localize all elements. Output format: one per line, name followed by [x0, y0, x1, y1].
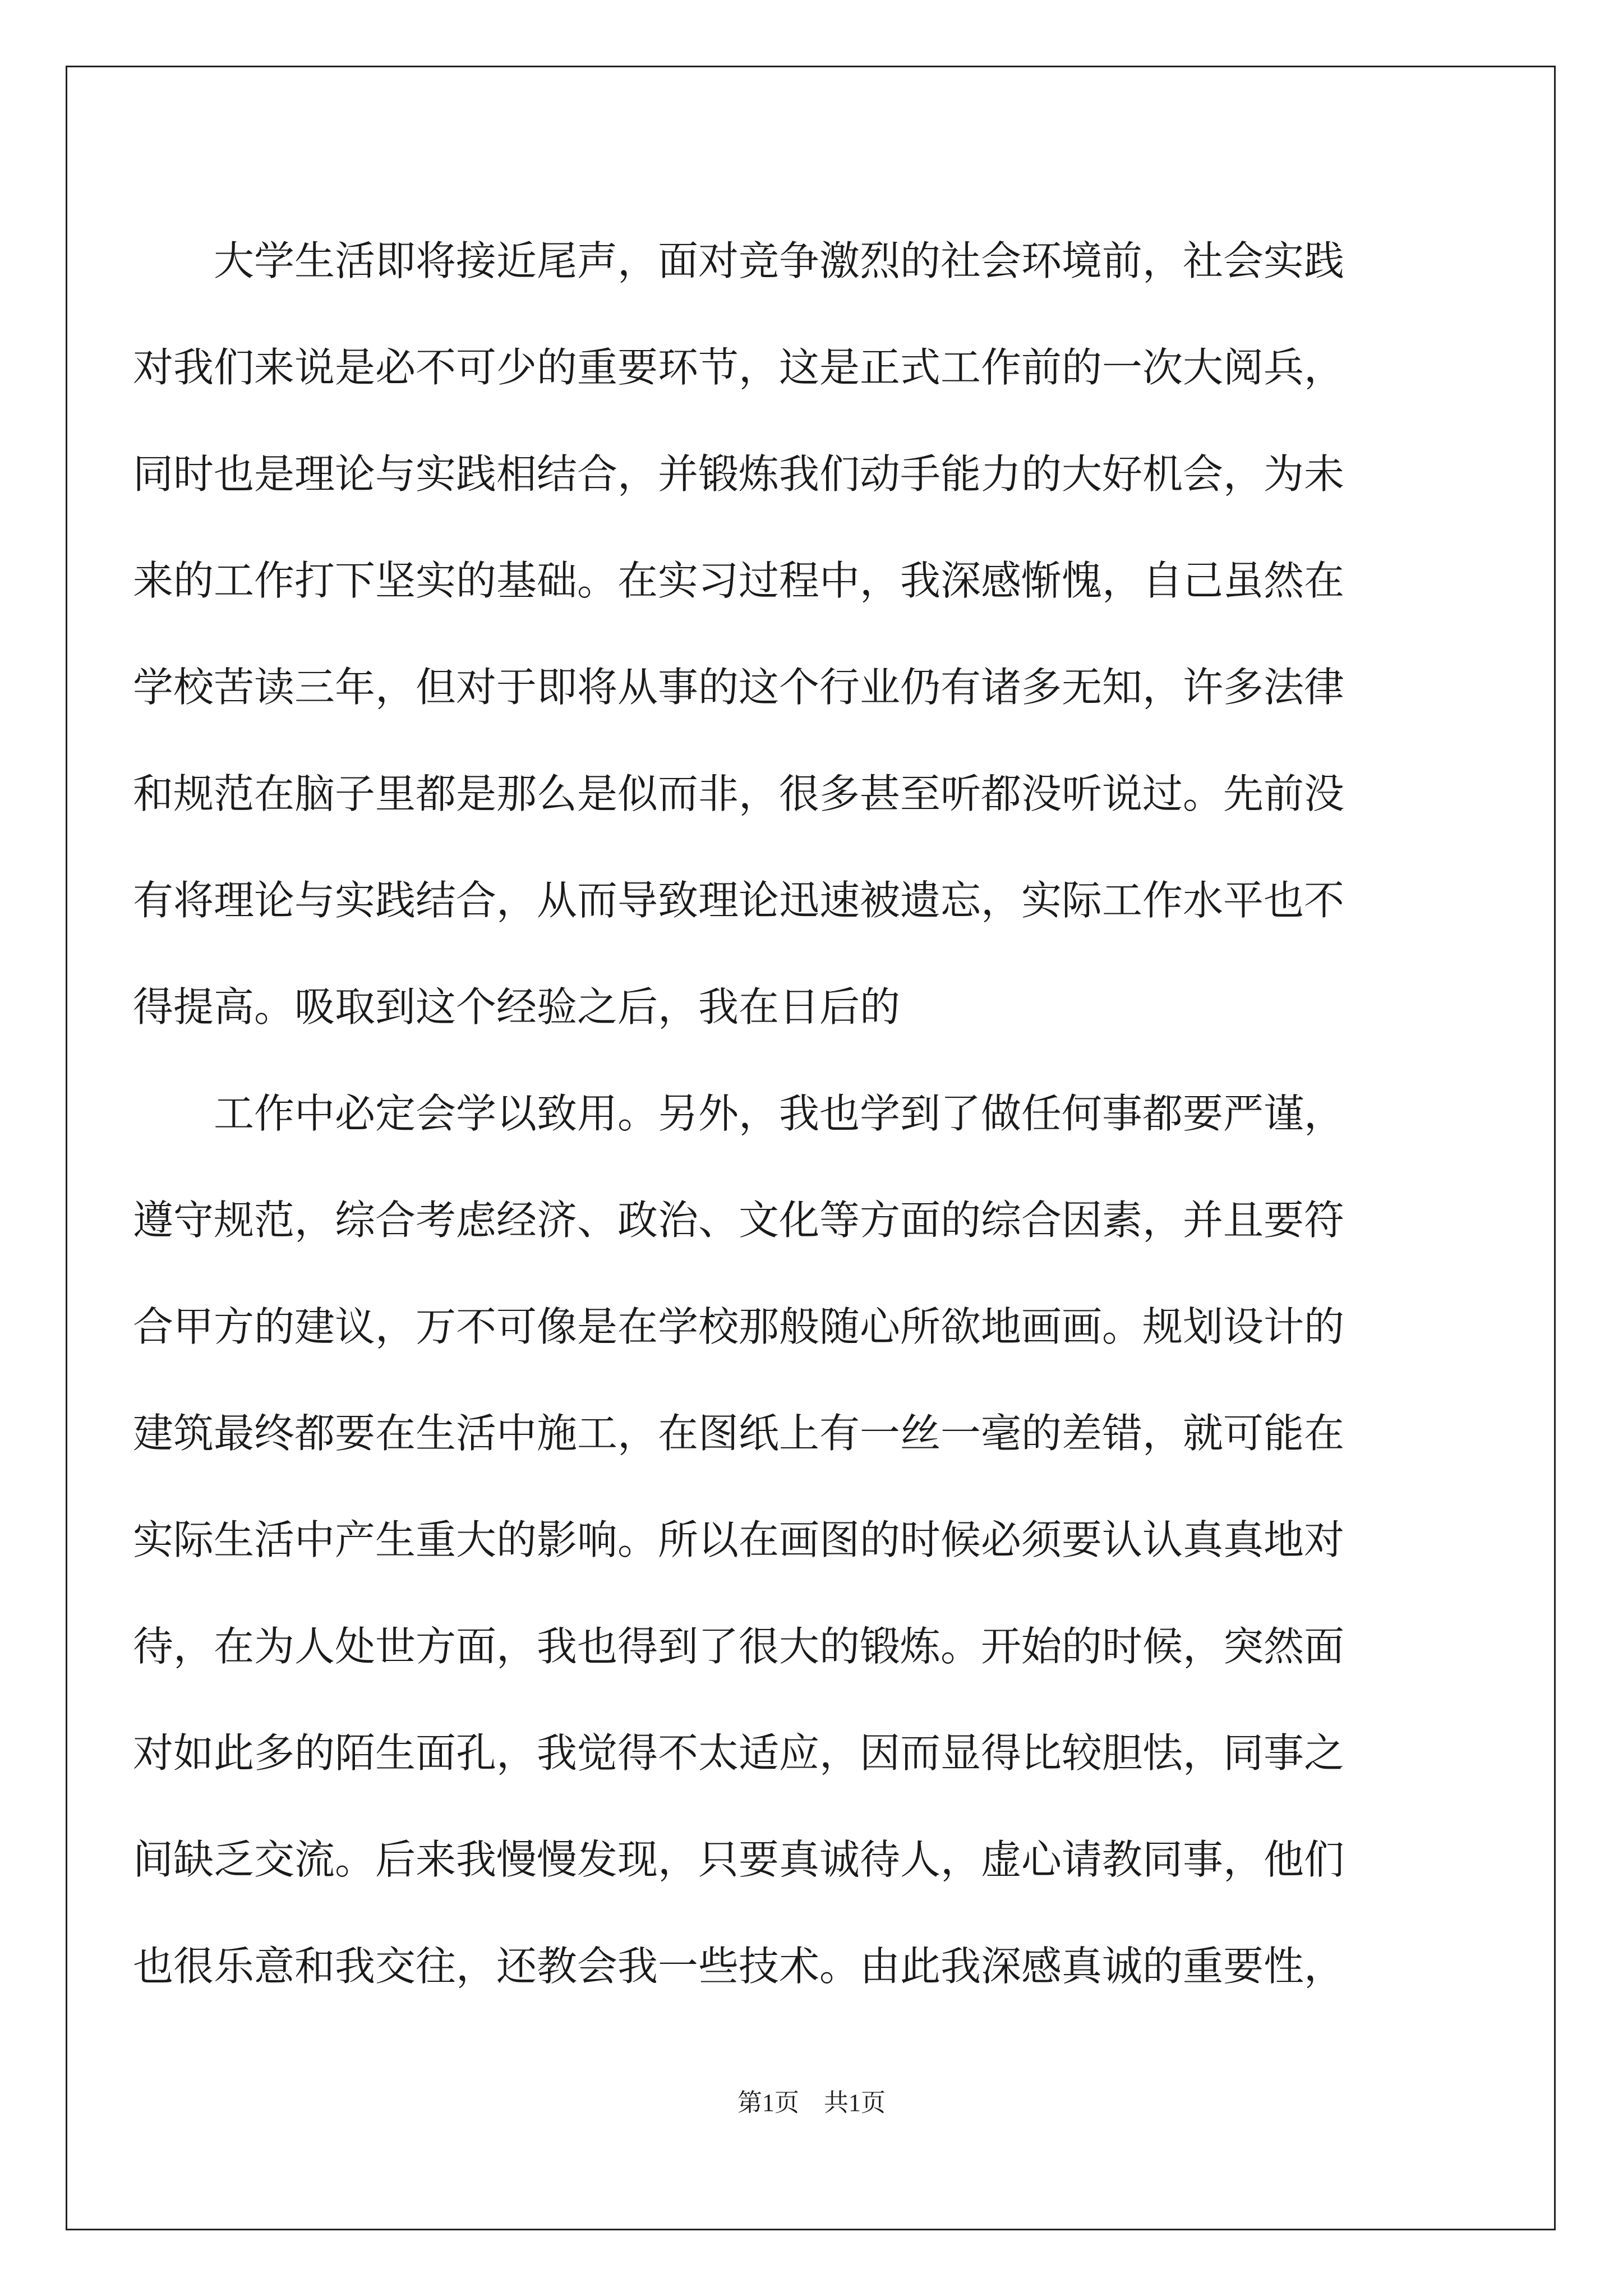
text-line: 建筑最终都要在生活中施工，在图纸上有一丝一毫的差错，就可能在 [133, 1410, 1345, 1457]
text-line: 大学生活即将接近尾声，面对竞争激烈的社会环境前，社会实践 [133, 237, 1345, 284]
text-line: 和规范在脑子里都是那么是似而非，很多甚至听都没听说过。先前没 [133, 770, 1345, 817]
text-line: 待，在为人处世方面，我也得到了很大的锻炼。开始的时候，突然面 [133, 1623, 1345, 1670]
text-line: 实际生活中产生重大的影响。所以在画图的时候必须要认认真真地对 [133, 1516, 1345, 1563]
text-line: 工作中必定会学以致用。另外，我也学到了做任何事都要严谨， [133, 1090, 1345, 1137]
text-line: 得提高。吸取到这个经验之后，我在日后的 [133, 983, 901, 1030]
text-line: 同时也是理论与实践相结合，并锻炼我们动手能力的大好机会，为未 [133, 450, 1345, 498]
text-line: 学校苦读三年，但对于即将从事的这个行业仍有诸多无知，许多法律 [133, 664, 1345, 711]
text-line: 有将理论与实践结合，从而导致理论迅速被遗忘，实际工作水平也不 [133, 877, 1345, 924]
text-line: 来的工作打下坚实的基础。在实习过程中，我深感惭愧，自己虽然在 [133, 557, 1345, 604]
text-line: 也很乐意和我交往，还教会我一些技术。由此我深感真诚的重要性， [133, 1943, 1345, 1990]
text-line: 合甲方的建议，万不可像是在学校那般随心所欲地画画。规划设计的 [133, 1303, 1345, 1350]
text-line: 间缺乏交流。后来我慢慢发现，只要真诚待人，虚心请教同事，他们 [133, 1836, 1345, 1883]
text-line: 对我们来说是必不可少的重要环节，这是正式工作前的一次大阅兵， [133, 344, 1345, 391]
page-footer: 第1页 共1页 [737, 2089, 886, 2116]
text-line: 对如此多的陌生面孔，我觉得不太适应，因而显得比较胆怯，同事之 [133, 1729, 1345, 1777]
text-line: 遵守规范，综合考虑经济、政治、文化等方面的综合因素，并且要符 [133, 1197, 1345, 1244]
